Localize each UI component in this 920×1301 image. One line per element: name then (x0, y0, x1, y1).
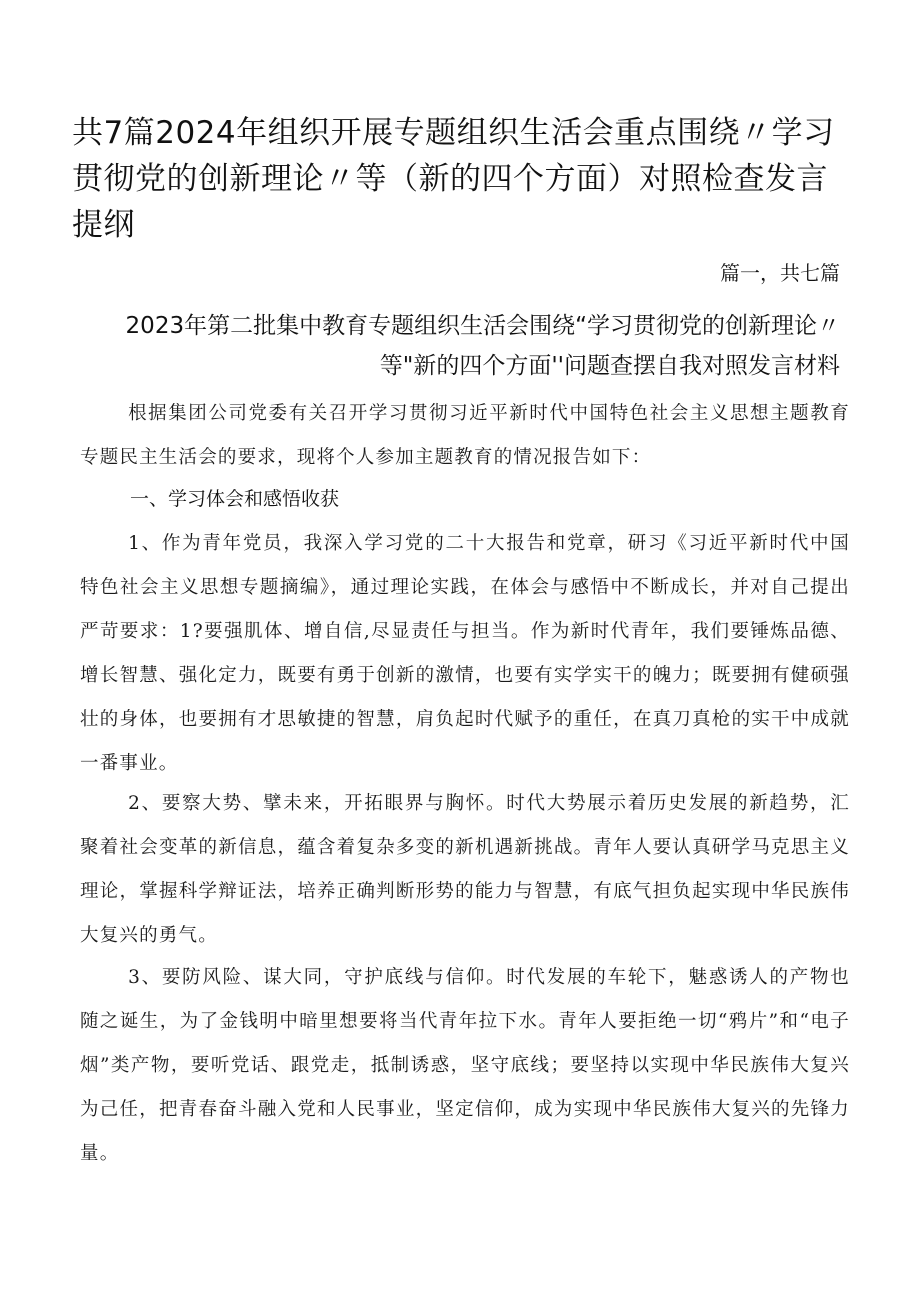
intro-paragraph: 根据集团公司党委有关召开学习贯彻习近平新时代中国特色社会主义思想主题教育专题民主生活会的要求，现将个人参加主题教育的情况报告如下： (80, 403, 850, 468)
section-label: 篇一，共七篇 (720, 261, 840, 285)
body-paragraph-3: 3、要防风险、谋大同，守护底线与信仰。时代发展的车轮下，魅惑诱人的产物也随之诞生，为了金钱明中暗里想要将当代青年拉下水。青年人要拒绝一切“鸦片”和“电子烟”类产物，要听党话、跟党走，抵制诱惑，坚守底线；要坚持以实现中华民族伟大复兴为己任，把青春奋斗融入党和人民事业，坚定信仰，成为实现中华民族伟大复兴的先锋力量。 (80, 967, 850, 1164)
body-paragraph-1: 1、作为青年党员，我深入学习党的二十大报告和党章，研习《习近平新时代中国特色社会主义思想专题摘编》，通过理论实践，在体会与感悟中不断成长，并对自己提出严苛要求：1?要强肌体、增自信,尽显责任与担当。作为新时代青年，我们要锤炼品德、增长智慧、强化定力，既要有勇于创新的激情，也要有实学实干的魄力；既要拥有健硕强壮的身体，也要拥有才思敏捷的智慧，肩负起时代赋予的重任，在真刀真枪的实干中成就一番事业。 (80, 533, 850, 774)
section-heading: 一、学习体会和感悟收获 (130, 488, 340, 510)
document-subtitle: 2023年第二批集中教育专题组织生活会围绕“学习贯彻党的创新理论〃等"新的四个方面''问题查摆自我对照发言材料 (125, 313, 840, 379)
body-paragraph-2: 2、要察大势、擘未来，开拓眼界与胸怀。时代大势展示着历史发展的新趋势，汇聚着社会变革的新信息，蕴含着复杂多变的新机遇新挑战。青年人要认真研学马克思主义理论，掌握科学辩证法，培养正确判断形势的能力与智慧，有底气担负起实现中华民族伟大复兴的勇气。 (80, 793, 850, 946)
document-title: 共7篇2024年组织开展专题组织生活会重点围绕〃学习贯彻党的创新理论〃等（新的四个方面）对照检查发言提纲 (72, 115, 835, 243)
